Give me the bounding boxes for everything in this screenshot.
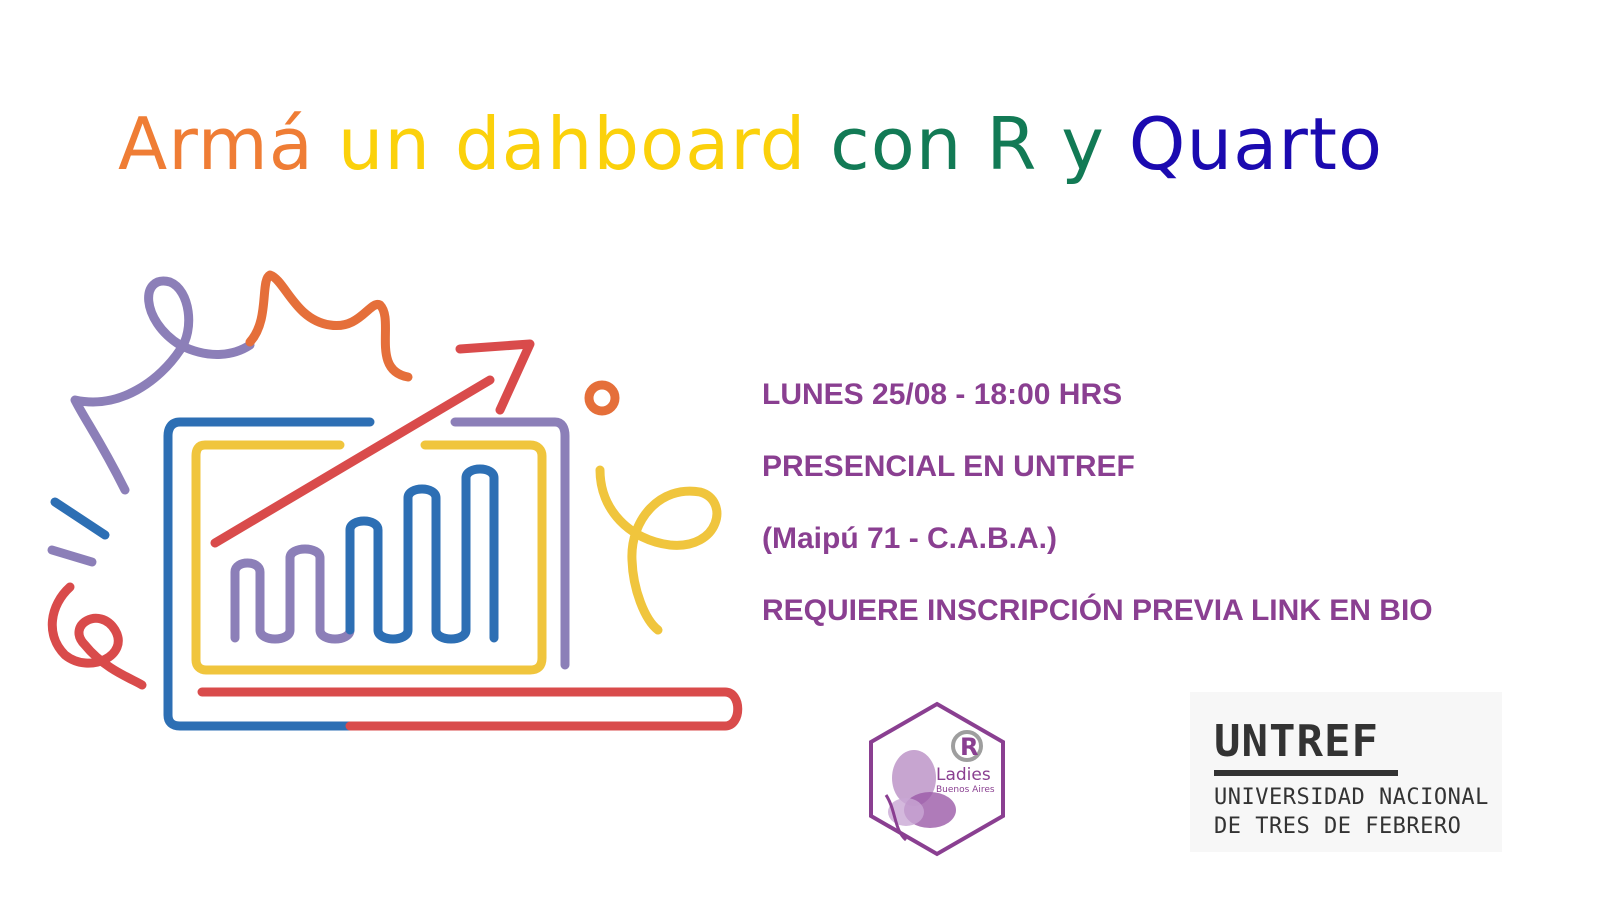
event-datetime: LUNES 25/08 - 18:00 HRS — [762, 378, 1123, 411]
blue-dash-icon — [55, 502, 105, 535]
title-part-arma: Armá — [118, 102, 314, 186]
rladies-logo — [866, 700, 1008, 858]
laptop-chart-illustration — [30, 260, 750, 740]
rladies-name: Ladies — [936, 765, 991, 785]
page-title — [118, 102, 1384, 186]
orange-squiggle-icon — [250, 275, 408, 377]
untref-line2: DE TRES DE FEBRERO — [1214, 814, 1462, 839]
event-info — [762, 378, 1542, 666]
yellow-squiggle-icon — [600, 470, 717, 630]
title-part-dashboard: un dahboard — [337, 102, 807, 186]
bars-blue-icon — [350, 469, 494, 639]
rladies-city: Buenos Aires — [936, 785, 995, 795]
untref-line1: UNIVERSIDAD NACIONAL — [1214, 785, 1489, 810]
untref-underline — [1214, 770, 1398, 776]
bars-purple-icon — [235, 549, 350, 639]
rladies-letter: R — [960, 733, 979, 761]
untref-logo — [1190, 692, 1502, 852]
laptop-base-icon — [202, 692, 738, 726]
title-part-r: R y — [986, 102, 1105, 186]
title-part-quarto: Quarto — [1128, 102, 1384, 186]
event-address: (Maipú 71 - C.A.B.A.) — [762, 522, 1058, 555]
event-mode: PRESENCIAL EN UNTREF — [762, 450, 1135, 483]
untref-name: UNTREF — [1214, 716, 1379, 767]
red-squiggle-icon — [52, 587, 142, 685]
orange-ring-icon — [589, 385, 615, 411]
laptop-frame-right-icon — [455, 422, 565, 665]
purple-dash-icon — [52, 550, 92, 562]
event-registration: REQUIERE INSCRIPCIÓN PREVIA LINK EN BIO — [762, 594, 1433, 627]
purple-squiggle-icon — [75, 281, 250, 490]
title-part-con: con — [830, 102, 963, 186]
